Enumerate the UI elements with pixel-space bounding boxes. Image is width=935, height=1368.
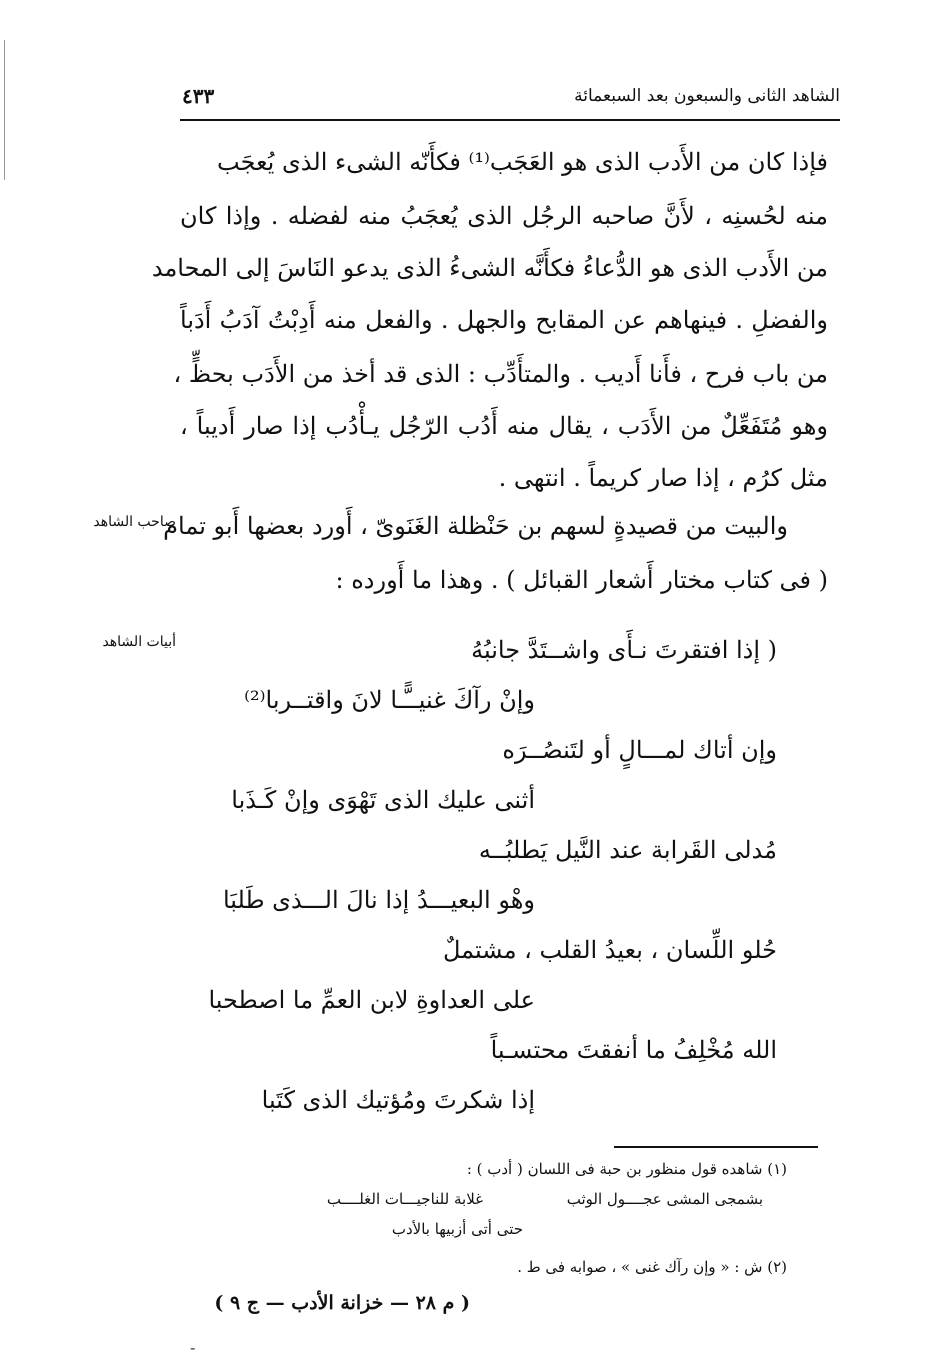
text-line: فإذا كان من الأَدب الذى هو العَجَب⁽¹⁾ فكأَنّه الشىء الذى يُعجَب — [217, 148, 828, 176]
footnote-1-line: (١) شاهده قول منظور بن حبة فى اللسان ( أدب ) : — [466, 1160, 787, 1178]
verse-1-second: وإنْ رآكَ غنيــًّـا لانَ واقتــربا⁽²⁾ — [244, 686, 535, 714]
text-line: من الأَدب الذى هو الدُّعاءُ فكأَنَّه الشىءُ الذى يدعو النَاسَ إلى المحامد — [151, 254, 828, 282]
verse-2-first: وإن أتاك لمـــالٍ أو لتَنصُــرَه — [502, 736, 777, 764]
footnote-rule — [614, 1146, 818, 1148]
text-line: والبيت من قصيدةٍ لسهم بن حَنْظلة الغَنَوىّ ، أَورد بعضها أَبو تمام — [163, 512, 788, 540]
text-line: منه لحُسنِه ، لأَنَّ صاحبه الرجُل الذى يُعجَبُ منه لفضله . وإذا كان — [180, 202, 828, 230]
text-line: من باب فرح ، فأَنا أَديب . والمتأَدِّب : الذى قد أخذ من الأَدَب بحظٍّ ، — [173, 360, 828, 388]
footnote-1-verse-first: بشمجى المشى عجــــول الوثب — [566, 1190, 763, 1208]
running-title: الشاهد الثانى والسبعون بعد السبعمائة — [574, 86, 840, 106]
signature-mark: ( م ٢٨ — خزانة الأدب — ج ٩ ) — [214, 1292, 470, 1314]
margin-note-verses: أبيات الشاهد — [102, 634, 176, 650]
scan-speck: - — [190, 1338, 196, 1357]
margin-note-author: صاحب الشاهد — [93, 514, 176, 530]
verse-3-first: مُدلى القَرابة عند النَّيل يَطلبُــه — [478, 836, 777, 864]
text-line: مثل كرُم ، إذا صار كريماً . انتهى . — [498, 464, 828, 492]
verse-5-second: إذا شكرتَ ومُؤتيك الذى كَتَبا — [261, 1086, 535, 1114]
page-header — [180, 86, 840, 116]
text-line: والفضلِ . فينهاهم عن المقابح والجهل . والفعل منه أَدِبْتُ آدَبُ أَدَباً — [180, 306, 828, 334]
verse-3-second: وهْو البعيـــدُ إذا نالَ الـــذى طَلبَا — [222, 886, 535, 914]
verse-4-first: حُلو اللِّسان ، بعيدُ القلب ، مشتملٌ — [442, 936, 777, 964]
verse-2-second: أثنى عليك الذى تَهْوَى وإنْ كَـذَبا — [231, 786, 535, 814]
verse-1-first: ( إذا افتقرتَ نـأَى واشــتَدَّ جانبُهُ — [471, 636, 777, 664]
footnote-2: (٢) ش : « وإن رآك غنى » ، صوابه فى ط . — [517, 1258, 787, 1276]
page-number: ٤٣٣ — [182, 84, 215, 108]
footnote-1-hemistich: حتى أتى أزبيها بالأدب — [391, 1220, 523, 1238]
text-line: ( فى كتاب مختار أَشعار القبائل ) . وهذا ما أَورده : — [335, 566, 828, 594]
footnote-1-verse-second: غلابة للناجيـــات الغلــــب — [326, 1190, 483, 1208]
text-line: وهو مُتَفَعِّلٌ من الأَدَب ، يقال منه أَدُب الرّجُل يـأْدُب إذا صار أَديباً ، — [180, 412, 829, 440]
scan-edge-line — [4, 40, 5, 180]
verse-4-second: على العداوةِ لابن العمِّ ما اصطحبا — [208, 986, 535, 1014]
header-rule — [180, 119, 840, 121]
verse-5-first: الله مُخْلِفُ ما أنفقتَ محتسـباً — [490, 1036, 777, 1064]
